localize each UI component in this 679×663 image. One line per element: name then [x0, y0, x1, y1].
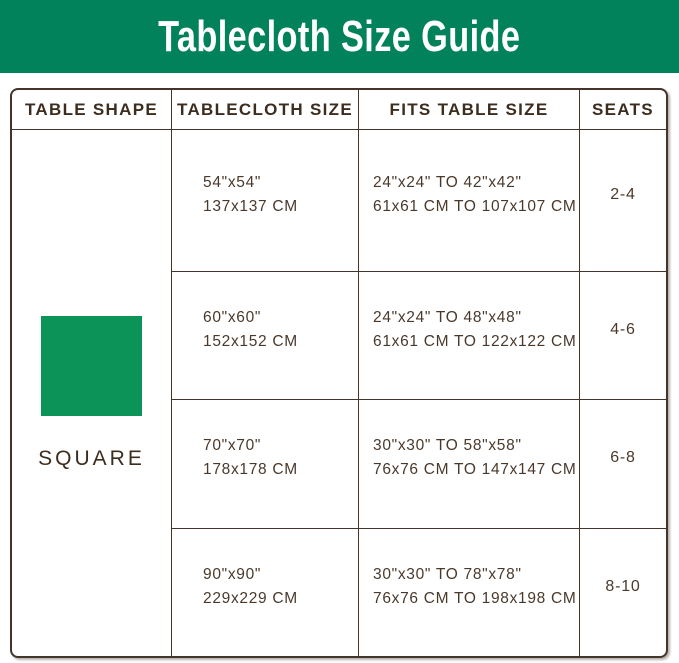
seats-value: 4-6 [610, 320, 636, 338]
seats-value: 8-10 [605, 577, 641, 595]
table-row-3-seats [580, 400, 666, 529]
table-row-2-tablecloth-size [172, 272, 359, 400]
table-row-3-fits-table-size [359, 400, 580, 529]
fits-size-cm: 61x61 CM TO 122x122 CM [373, 332, 577, 350]
seats-value: 2-4 [610, 185, 636, 203]
table-row-4-fits-table-size [359, 529, 580, 656]
size-guide-table [10, 88, 668, 658]
table-row-4-seats [580, 529, 666, 656]
table-row-3-tablecloth-size [172, 400, 359, 529]
column-header-seats: SEATS [580, 90, 666, 130]
square-swatch-icon [41, 316, 142, 416]
tablecloth-size-inches: 54"x54" [203, 173, 262, 191]
tablecloth-size-cm: 137x137 CM [203, 197, 298, 215]
table-row-4-tablecloth-size [172, 529, 359, 656]
table-row-1-seats [580, 130, 666, 272]
seats-value: 6-8 [610, 449, 636, 466]
fits-size-cm: 76x76 CM TO 147x147 CM [373, 461, 577, 478]
tablecloth-size-cm: 152x152 CM [203, 332, 298, 350]
fits-size-inches: 30"x30" TO 78"x78" [373, 565, 522, 583]
table-row-1-tablecloth-size [172, 130, 359, 272]
fits-size-inches: 24"x24" TO 48"x48" [373, 308, 522, 326]
title-banner [0, 0, 679, 73]
fits-size-cm: 61x61 CM TO 107x107 CM [373, 197, 577, 215]
table-shape-cell [12, 130, 172, 656]
fits-size-cm: 76x76 CM TO 198x198 CM [373, 589, 577, 607]
tablecloth-size-inches: 60"x60" [203, 308, 262, 326]
column-header-tablecloth-size: TABLECLOTH SIZE [172, 90, 359, 130]
shape-label: SQUARE [38, 446, 145, 470]
tablecloth-size-cm: 229x229 CM [203, 589, 298, 607]
fits-size-inches: 24"x24" TO 42"x42" [373, 173, 522, 191]
table-row-2-seats [580, 272, 666, 400]
page-title: Tablecloth Size Guide [158, 11, 521, 61]
tablecloth-size-cm: 178x178 CM [203, 461, 298, 478]
tablecloth-size-inches: 90"x90" [203, 565, 262, 583]
column-header-table-shape: TABLE SHAPE [12, 90, 172, 130]
tablecloth-size-inches: 70"x70" [203, 437, 262, 454]
table-row-1-fits-table-size [359, 130, 580, 272]
column-header-fits-table-size: FITS TABLE SIZE [359, 90, 580, 130]
table-row-2-fits-table-size [359, 272, 580, 400]
fits-size-inches: 30"x30" TO 58"x58" [373, 437, 522, 454]
